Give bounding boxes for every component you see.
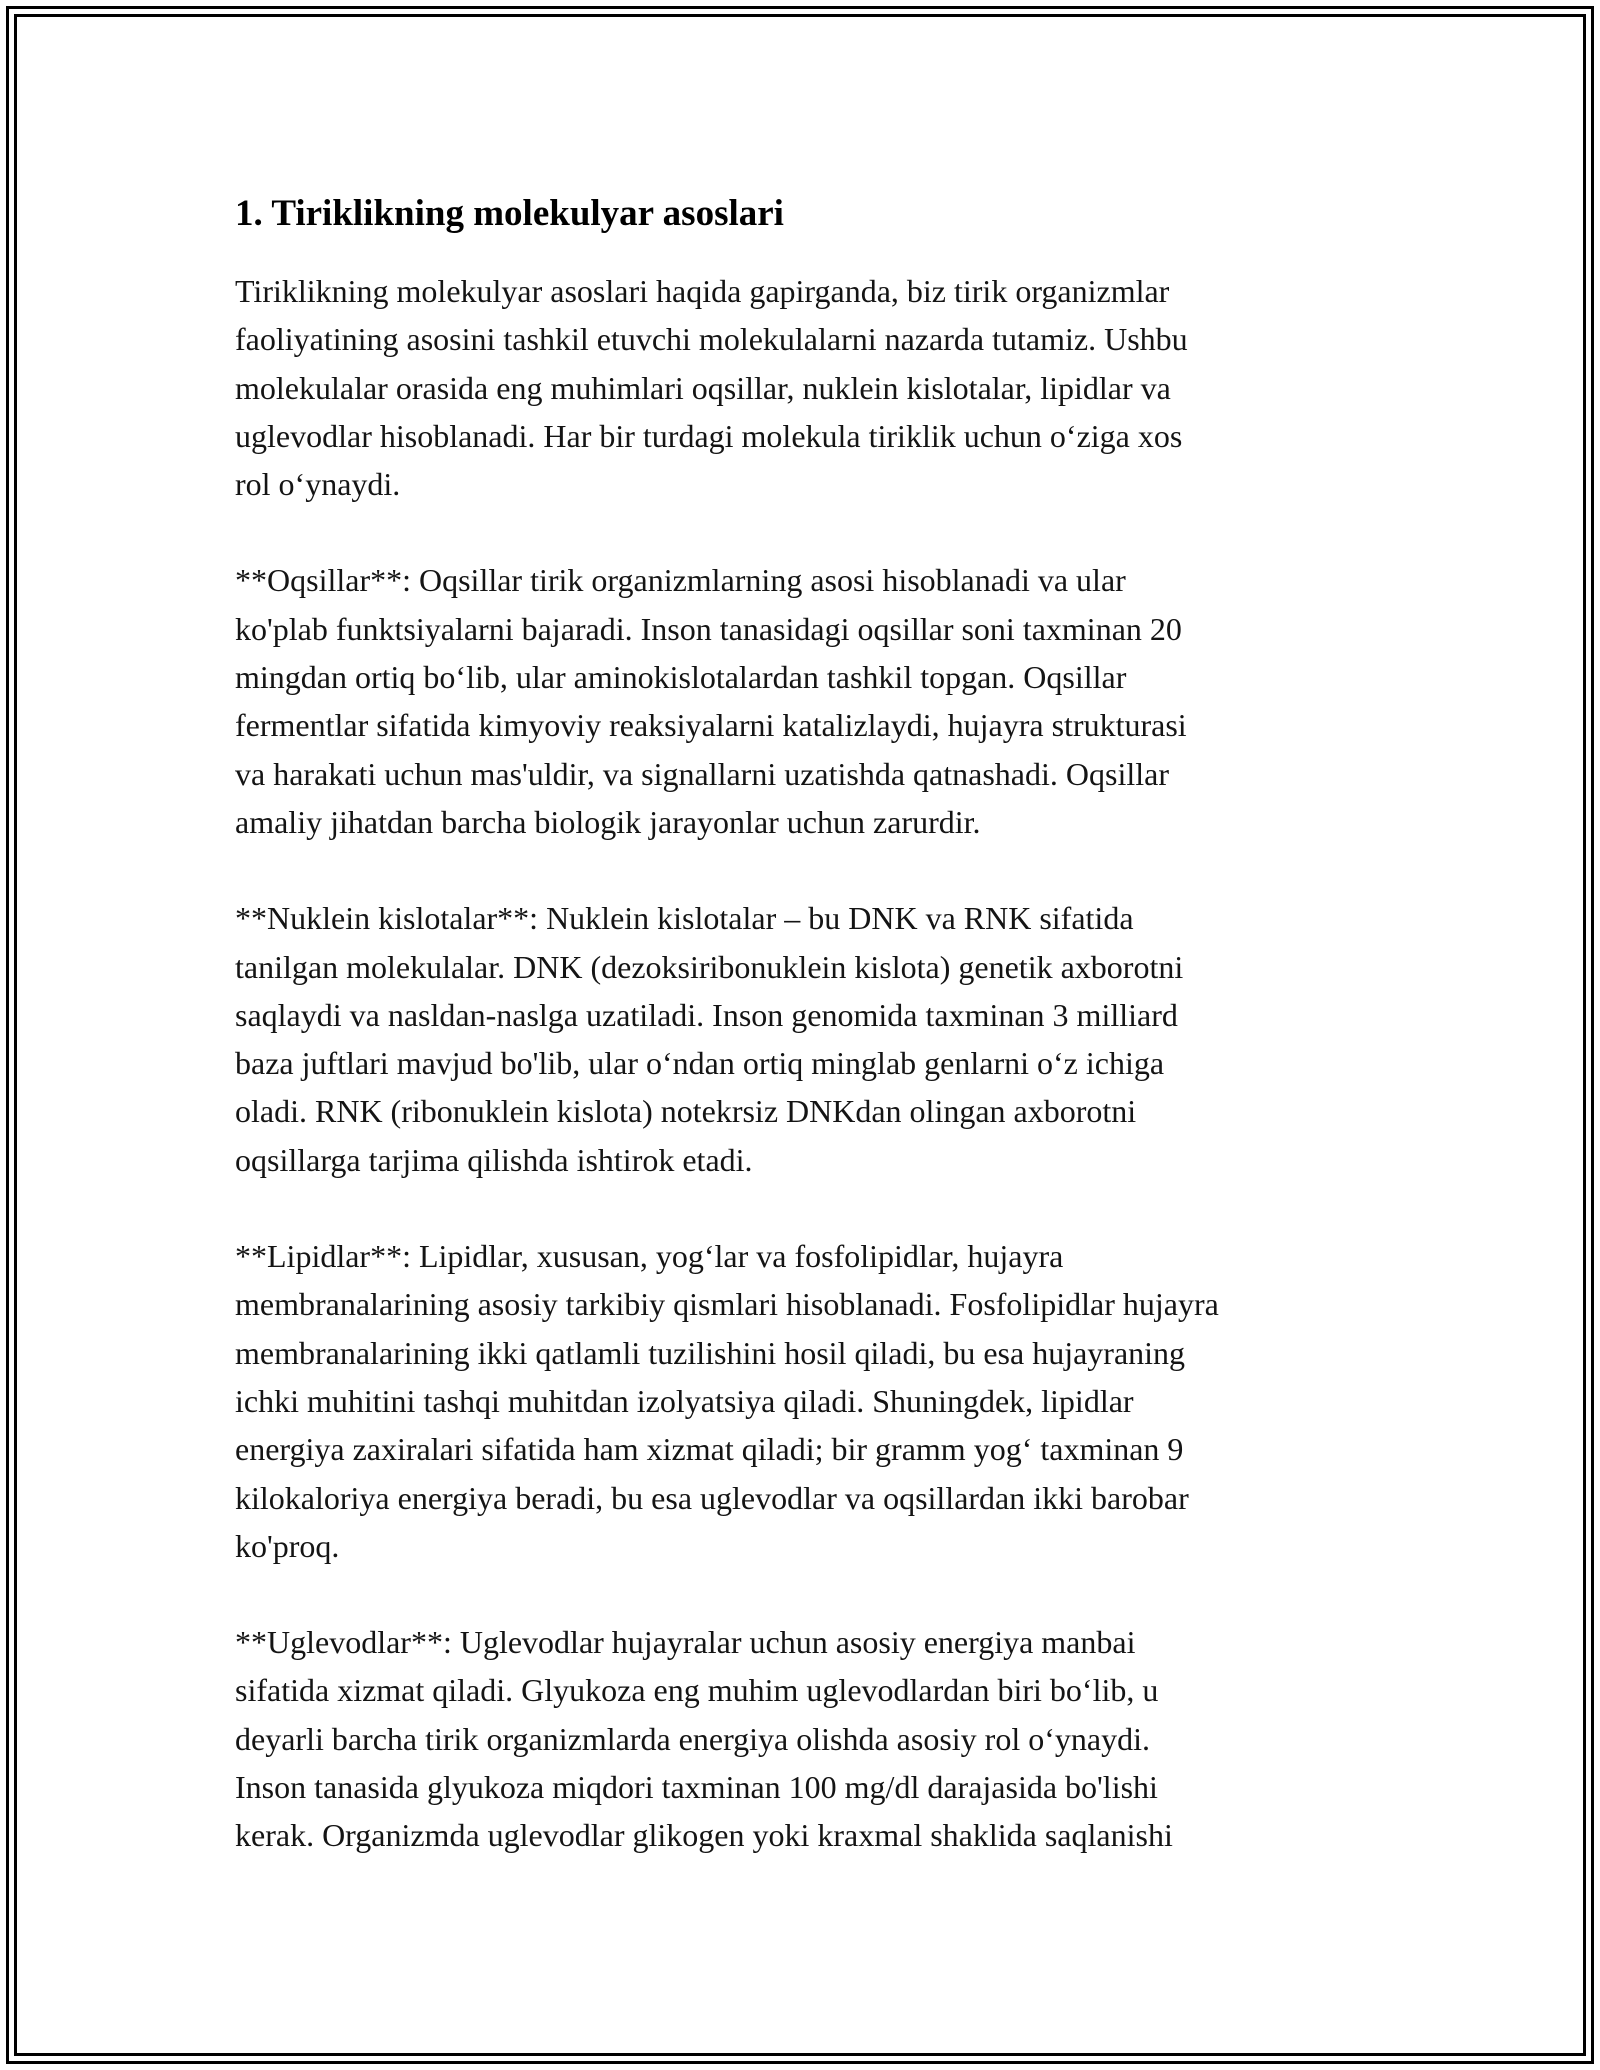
document-body <box>235 183 1370 1908</box>
document-title: 1. Tiriklikning molekulyar asoslari <box>235 193 784 234</box>
paragraph-uglevodlar: **Uglevodlar**: Uglevodlar hujayralar uchun asosiy energiya manbai sifatida xizmat qiladi. Glyukoza eng muhim uglevodlardan biri bo‘lib, u deyarli barcha tirik organizmlarda energiya olishda asosiy rol o‘ynaydi. Inson tanasida glyukoza miqdori taxminan 100 mg/dl darajasida bo'lishi kerak. Organizmda uglevodlar glikogen yoki kraxmal shaklida saqlanishi <box>235 1624 1173 1854</box>
paragraph-intro: Tiriklikning molekulyar asoslari haqida gapirganda, biz tirik organizmlar faoliyatining asosini tashkil etuvchi molekulalarni nazarda tutamiz. Ushbu molekulalar orasida eng muhimlari oqsillar, nuklein kislotalar, lipidlar va uglevodlar hisoblanadi. Har bir turdagi molekula tiriklik uchun o‘ziga xos rol o‘ynaydi. <box>235 273 1188 503</box>
paragraph-oqsillar: **Oqsillar**: Oqsillar tirik organizmlarning asosi hisoblanadi va ular ko'plab funktsiyalarni bajaradi. Inson tanasidagi oqsillar soni taxminan 20 mingdan ortiq bo‘lib, ular aminokislotalardan tashkil topgan. Oqsillar fermentlar sifatida kimyoviy reaksiyalarni katalizlaydi, hujayra strukturasi va harakati uchun mas'uldir, va signallarni uzatishda qatnashadi. Oqsillar amaliy jihatdan barcha biologik jarayonlar uchun zarurdir. <box>235 562 1187 840</box>
paragraph-lipidlar: **Lipidlar**: Lipidlar, xususan, yog‘lar va fosfolipidlar, hujayra membranalarining asosiy tarkibiy qismlari hisoblanadi. Fosfolipidlar hujayra membranalarining ikki qatlamli tuzilishini hosil qiladi, bu esa hujayraning ichki muhitini tashqi muhitdan izolyatsiya qiladi. Shuningdek, lipidlar energiya zaxiralari sifatida ham xizmat qiladi; bir gramm yog‘ taxminan 9 kilokaloriya energiya beradi, bu esa uglevodlar va oqsillardan ikki barobar ko'proq. <box>235 1238 1219 1564</box>
paragraph-nuklein-kislotalar: **Nuklein kislotalar**: Nuklein kislotalar – bu DNK va RNK sifatida tanilgan molekulalar. DNK (dezoksiribonuklein kislota) genetik axborotni saqlaydi va nasldan-naslga uzatiladi. Inson genomida taxminan 3 milliard baza juftlari mavjud bo'lib, ular o‘ndan ortiq minglab genlarni o‘z ichiga oladi. RNK (ribonuklein kislota) notekrsiz DNKdan olingan axborotni oqsillarga tarjima qilishda ishtirok etadi. <box>235 900 1184 1178</box>
